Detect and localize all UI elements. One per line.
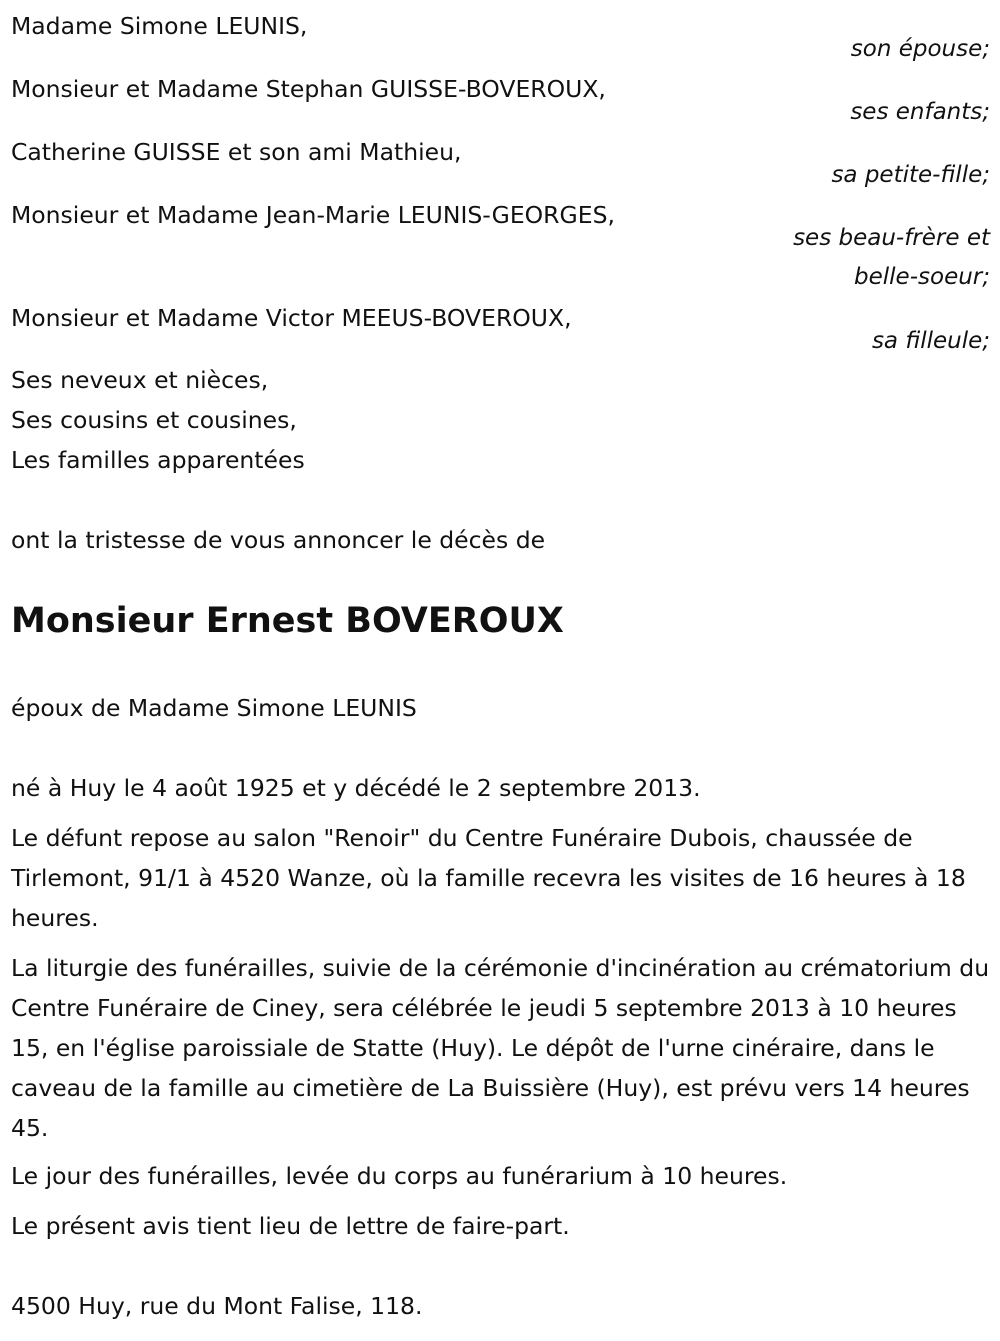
mourner-name: Monsieur et Madame Stephan GUISSE-BOVEROUX, <box>11 75 606 103</box>
announcement-text: ont la tristesse de vous annoncer le décès de <box>11 526 546 554</box>
mourner-name: Madame Simone LEUNIS, <box>11 12 308 40</box>
mourner-name: Catherine GUISSE et son ami Mathieu, <box>11 138 462 166</box>
mourner-relation: sa petite-fille; <box>831 162 990 188</box>
notice-paragraph: Le présent avis tient lieu de lettre de faire-part. <box>11 1212 570 1240</box>
mourner-relation: belle-soeur; <box>854 264 990 290</box>
spouse-line: époux de Madame Simone LEUNIS <box>11 694 417 722</box>
family-line: Les familles apparentées <box>11 446 305 474</box>
mourner-name: Monsieur et Madame Victor MEEUS-BOVEROUX, <box>11 304 572 332</box>
birth-death-paragraph: né à Huy le 4 août 1925 et y décédé le 2 septembre 2013. <box>11 774 701 802</box>
funeral-paragraph: La liturgie des funérailles, suivie de la cérémonie d'incinération au crématorium du Centre Funéraire de Ciney, sera célébrée le jeudi 5 septembre 2013 à 10 heures 15, en l'église paroissiale de Statte (Huy). Le dépôt de l'urne cinéraire, dans le caveau de la famille au cimetière de La Buissière (Huy), est prévu vers 14 heures 45. <box>11 954 990 1142</box>
family-line: Ses cousins et cousines, <box>11 406 297 434</box>
deceased-name: Monsieur Ernest BOVEROUX <box>11 601 564 641</box>
mourner-relation: ses enfants; <box>850 99 990 125</box>
mourner-name: Monsieur et Madame Jean-Marie LEUNIS-GEORGES, <box>11 201 615 229</box>
family-line: Ses neveux et nièces, <box>11 366 269 394</box>
mourner-relation: son épouse; <box>850 36 990 62</box>
procession-paragraph: Le jour des funérailles, levée du corps au funérarium à 10 heures. <box>11 1162 788 1190</box>
viewing-paragraph: Le défunt repose au salon "Renoir" du Centre Funéraire Dubois, chaussée de Tirlemont, 91/1 à 4520 Wanze, où la famille recevra les visites de 16 heures à 18 heures. <box>11 824 966 932</box>
address: 4500 Huy, rue du Mont Falise, 118. <box>11 1292 423 1320</box>
mourner-relation: ses beau-frère et <box>793 225 990 251</box>
mourner-relation: sa filleule; <box>871 328 990 354</box>
